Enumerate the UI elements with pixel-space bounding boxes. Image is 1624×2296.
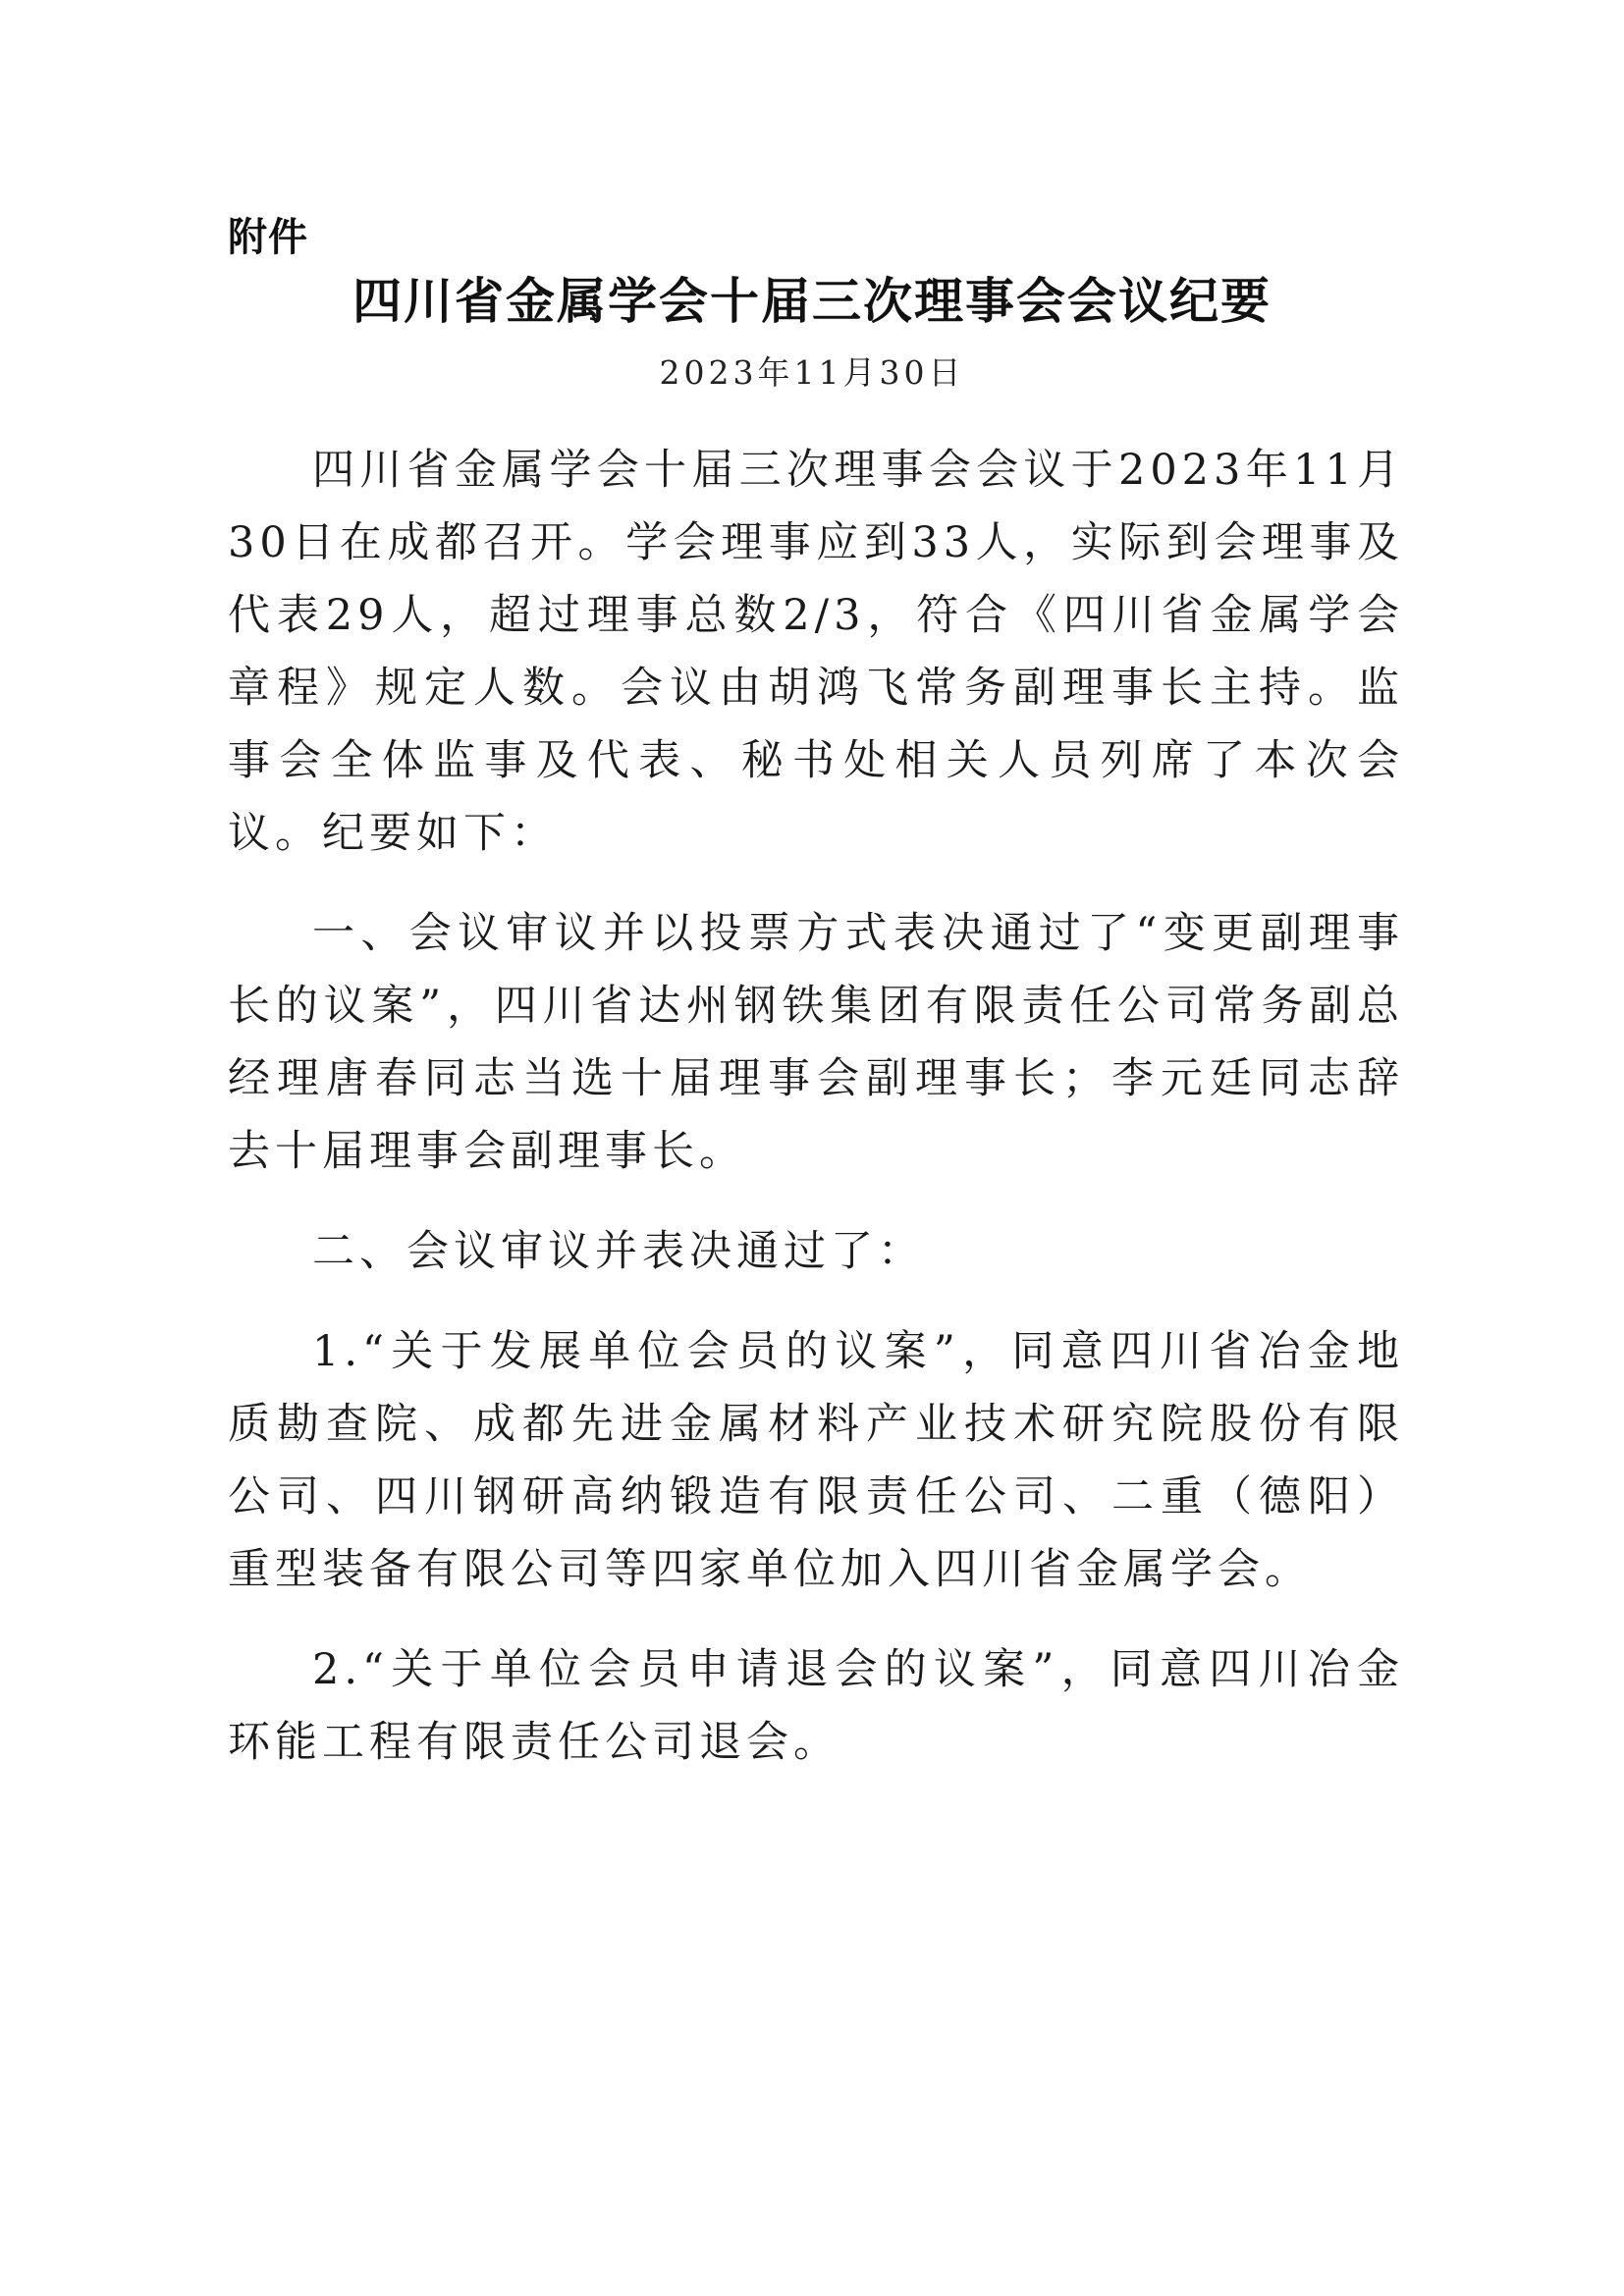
document-body (228, 434, 1404, 1806)
paragraph-meeting-overview: 四川省金属学会十届三次理事会会议于2023年11月30日在成都召开。学会理事应到33人，实际到会理事及代表29人，超过理事总数2/3，符合《四川省金属学会章程》规定人数。会议由胡鸿飞常务副理事长主持。监事会全体监事及代表、秘书处相关人员列席了本次会议。纪要如下： (228, 446, 1404, 858)
paragraph-item-two-sub-2: 2.“关于单位会员申请退会的议案”，同意四川冶金环能工程有限责任公司退会。 (228, 1645, 1404, 1767)
attachment-label: 附件 (228, 215, 308, 260)
paragraph-item-one: 一、会议审议并以投票方式表决通过了“变更副理事长的议案”，四川省达州钢铁集团有限责任公司常务副总经理唐春同志当选十届理事会副理事长；李元廷同志辞去十届理事会副理事长。 (228, 909, 1404, 1176)
paragraph-item-two-sub-1: 1.“关于发展单位会员的议案”，同意四川省冶金地质勘查院、成都先进金属材料产业技术研究院股份有限公司、四川钢研高纳锻造有限责任公司、二重（德阳）重型装备有限公司等四家单位加入四川省金属学会。 (228, 1327, 1404, 1594)
document-date: 2023年11月30日 (659, 353, 965, 392)
document-title: 四川省金属学会十届三次理事会会议纪要 (352, 273, 1272, 330)
paragraph-item-two: 二、会议审议并表决通过了： (312, 1227, 925, 1276)
